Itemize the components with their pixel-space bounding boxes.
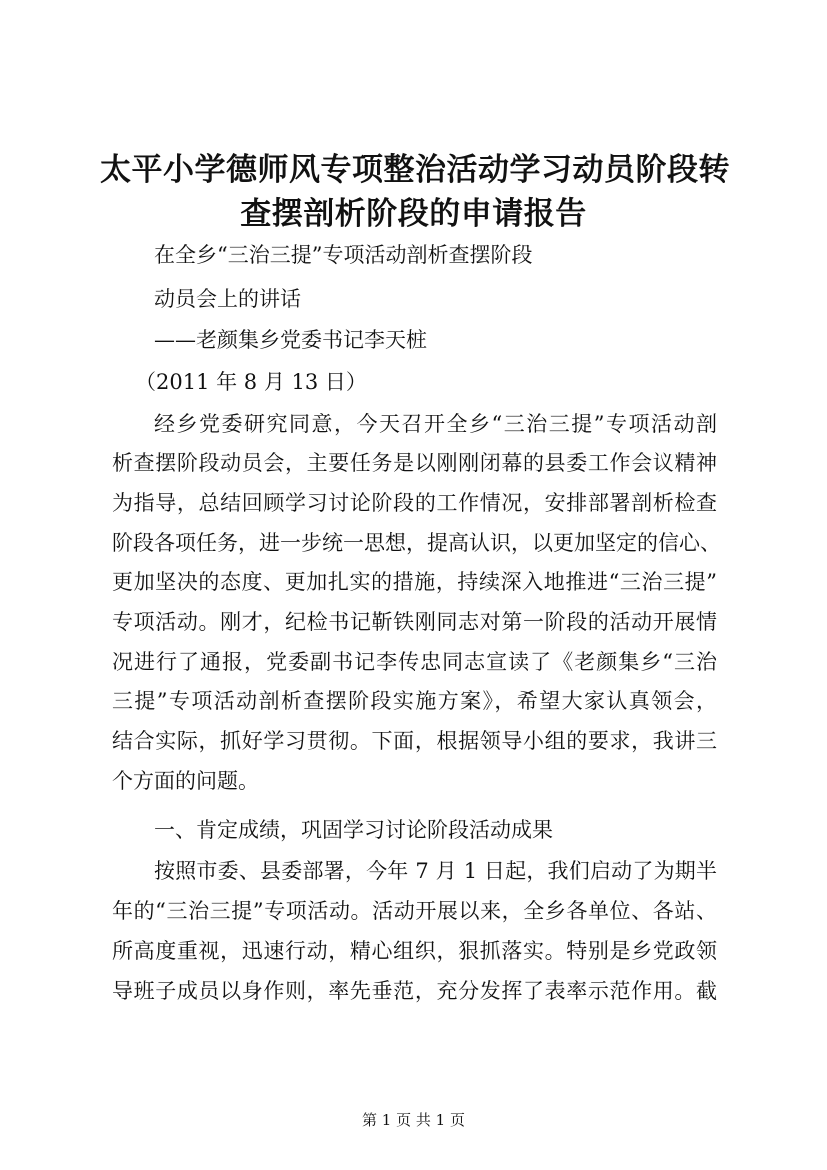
body-line: 三提”专项活动剖析查摆阶段实施方案》，希望大家认真领会， — [112, 689, 717, 713]
document-title-line-2: 查摆剖析阶段的申请报告 — [240, 196, 587, 232]
body-line: 导班子成员以身作则，率先垂范，充分发挥了表率示范作用。截 — [112, 979, 717, 1003]
body-line: 年的“三治三提”专项活动。活动开展以来，全乡各单位、各站、 — [112, 899, 717, 923]
body-line: 按照市委、县委部署，今年 7 月 1 日起，我们启动了为期半 — [154, 859, 717, 883]
body-line: 更加坚决的态度、更加扎实的措施，持续深入地推进“三治三提” — [112, 570, 717, 594]
speech-subtitle-line-1: 在全乡“三治三提”专项活动剖析查摆阶段 — [154, 243, 533, 267]
body-line: 经乡党委研究同意，今天召开全乡“三治三提”专项活动剖 — [154, 412, 717, 436]
body-line: 结合实际，抓好学习贯彻。下面，根据领导小组的要求，我讲三 — [112, 729, 717, 753]
body-line: 专项活动。刚才，纪检书记靳铁刚同志对第一阶段的活动开展情 — [112, 610, 717, 634]
body-line: 析查摆阶段动员会，主要任务是以刚刚闭幕的县委工作会议精神 — [112, 451, 717, 475]
body-line: 况进行了通报，党委副书记李传忠同志宣读了《老颜集乡“三治 — [112, 650, 717, 674]
speaker-line: ——老颜集乡党委书记李天桩 — [154, 328, 427, 352]
document-title-line-1: 太平小学德师风专项整治活动学习动员阶段转 — [100, 152, 730, 188]
section-heading: 一、肯定成绩，巩固学习讨论阶段活动成果 — [154, 818, 553, 842]
body-line: 阶段各项任务，进一步统一思想，提高认识，以更加坚定的信心、 — [112, 531, 721, 555]
body-line: 个方面的问题。 — [112, 769, 259, 793]
body-line: 所高度重视，迅速行动，精心组织，狠抓落实。特别是乡党政领 — [112, 939, 717, 963]
body-line: 为指导，总结回顾学习讨论阶段的工作情况，安排部署剖析检查 — [112, 491, 717, 515]
speech-date: （2011 年 8 月 13 日） — [135, 370, 367, 394]
speech-subtitle-line-2: 动员会上的讲话 — [154, 287, 301, 311]
page-number-footer: 第 1 页 共 1 页 — [362, 1111, 465, 1129]
